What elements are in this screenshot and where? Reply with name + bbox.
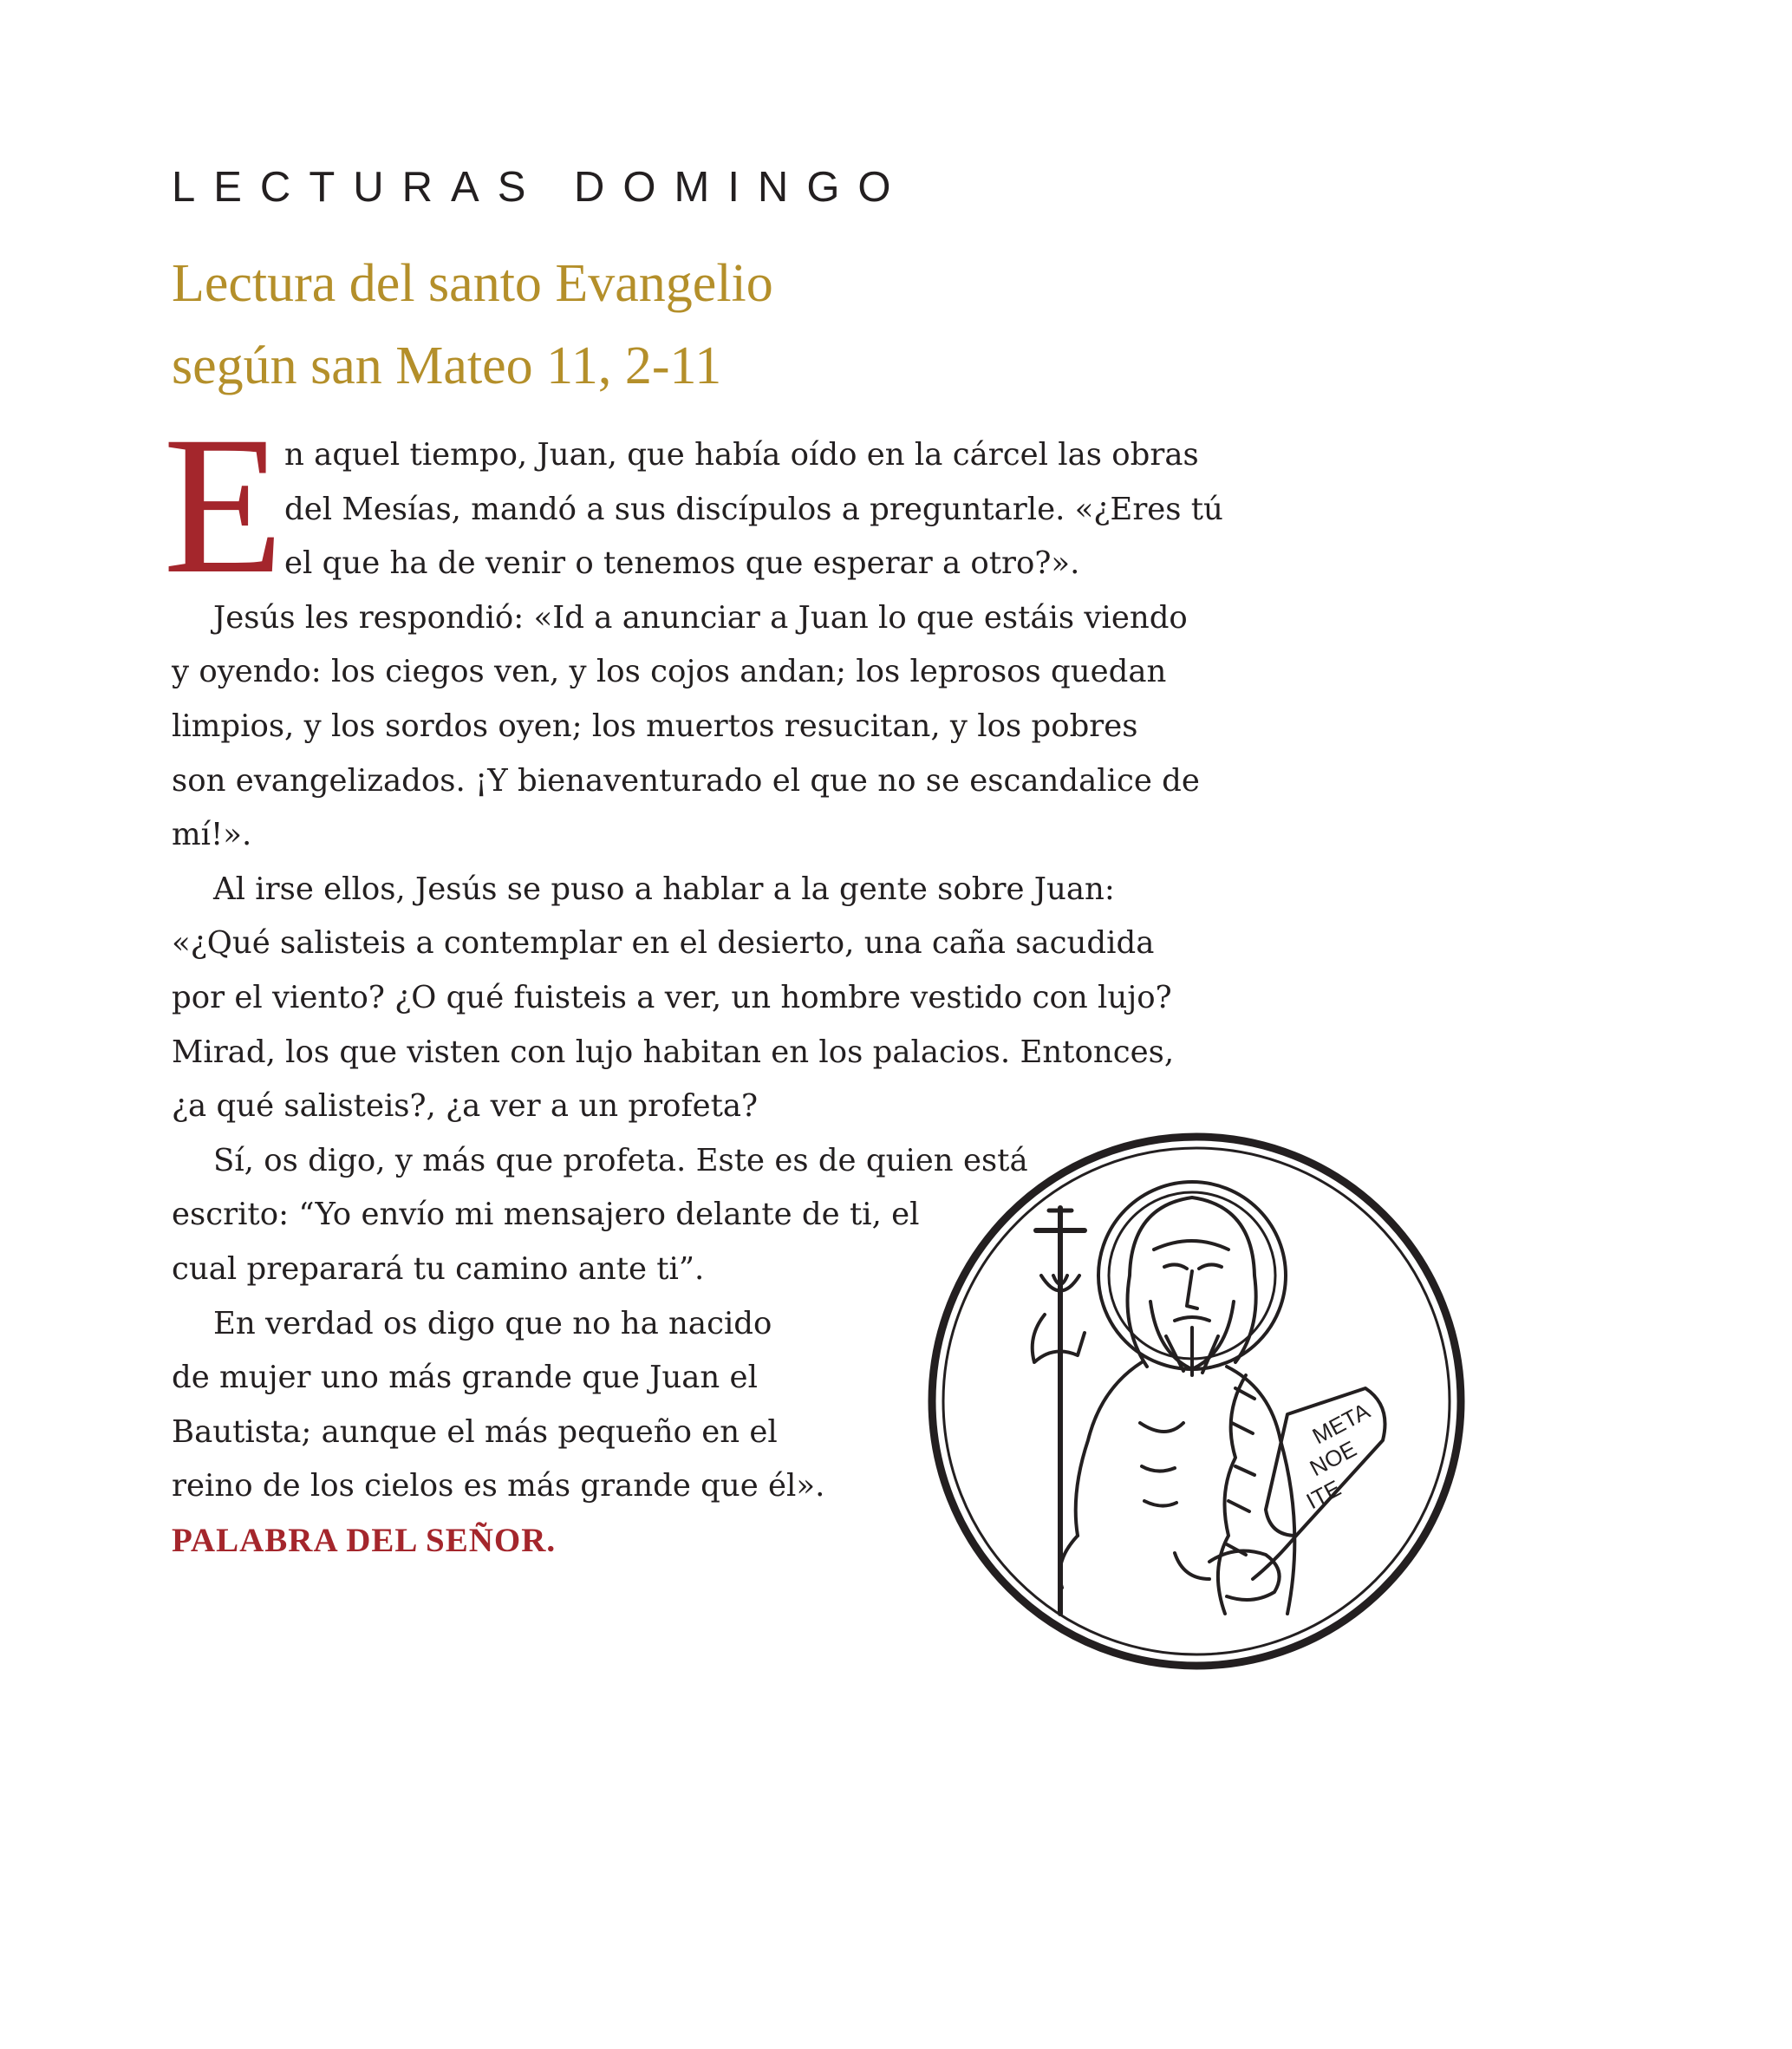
body-line: cual preparará tu camino ante ti”. (172, 1250, 705, 1287)
body-line: del Mesías, mandó a sus discípulos a preguntarle. «¿Eres tú (284, 491, 1223, 527)
body-line: el que ha de venir o tenemos que esperar a otro?». (284, 545, 1080, 582)
scroll-text-3: ITE (1301, 1474, 1346, 1515)
section-kicker: LECTURAS DOMINGO (172, 164, 909, 211)
body-line: escrito: “Yo envío mi mensajero delante de ti, el (172, 1197, 920, 1233)
body-line: Bautista; aunque el más pequeño en el (172, 1413, 778, 1450)
body-line: y oyendo: los ciegos ven, y los cojos andan; los leprosos quedan (172, 654, 1167, 690)
body-line: Sí, os digo, y más que profeta. Este es de quien está (213, 1142, 1028, 1178)
closing-acclamation: PALABRA DEL SEÑOR. (172, 1521, 557, 1559)
title-line-1: Lectura del santo Evangelio (172, 254, 773, 313)
body-line: limpios, y los sordos oyen; los muertos resucitan, y los pobres (172, 708, 1138, 744)
body-line: n aquel tiempo, Juan, que había oído en la cárcel las obras (284, 437, 1199, 473)
scroll-text-2: NOE (1305, 1435, 1361, 1482)
body-line: Mirad, los que visten con lujo habitan en los palacios. Entonces, (172, 1034, 1175, 1070)
body-line: Al irse ellos, Jesús se puso a hablar a la gente sobre Juan: (213, 871, 1115, 907)
body-line: Jesús les respondió: «Id a anunciar a Juan lo que estáis viendo (213, 599, 1188, 636)
reading-title (172, 243, 1212, 408)
john-the-baptist-icon (923, 1128, 1469, 1674)
drop-cap: E (163, 396, 284, 615)
title-line-2: según san Mateo 11, 2-11 (172, 336, 722, 395)
scroll-text-1: META (1307, 1397, 1374, 1450)
body-line: ¿a qué salisteis?, ¿a ver a un profeta? (172, 1088, 759, 1125)
body-line: «¿Qué salisteis a contemplar en el desierto, una caña sacudida (172, 925, 1155, 962)
body-line: por el viento? ¿O qué fuisteis a ver, un hombre vestido con lujo? (172, 979, 1172, 1015)
body-line: reino de los cielos es más grande que él». (172, 1468, 825, 1504)
body-line: son evangelizados. ¡Y bienaventurado el que no se escandalice de (172, 762, 1200, 799)
body-line: de mujer uno más grande que Juan el (172, 1360, 758, 1396)
body-line: En verdad os digo que no ha nacido (213, 1305, 772, 1341)
body-line: mí!». (172, 817, 252, 853)
